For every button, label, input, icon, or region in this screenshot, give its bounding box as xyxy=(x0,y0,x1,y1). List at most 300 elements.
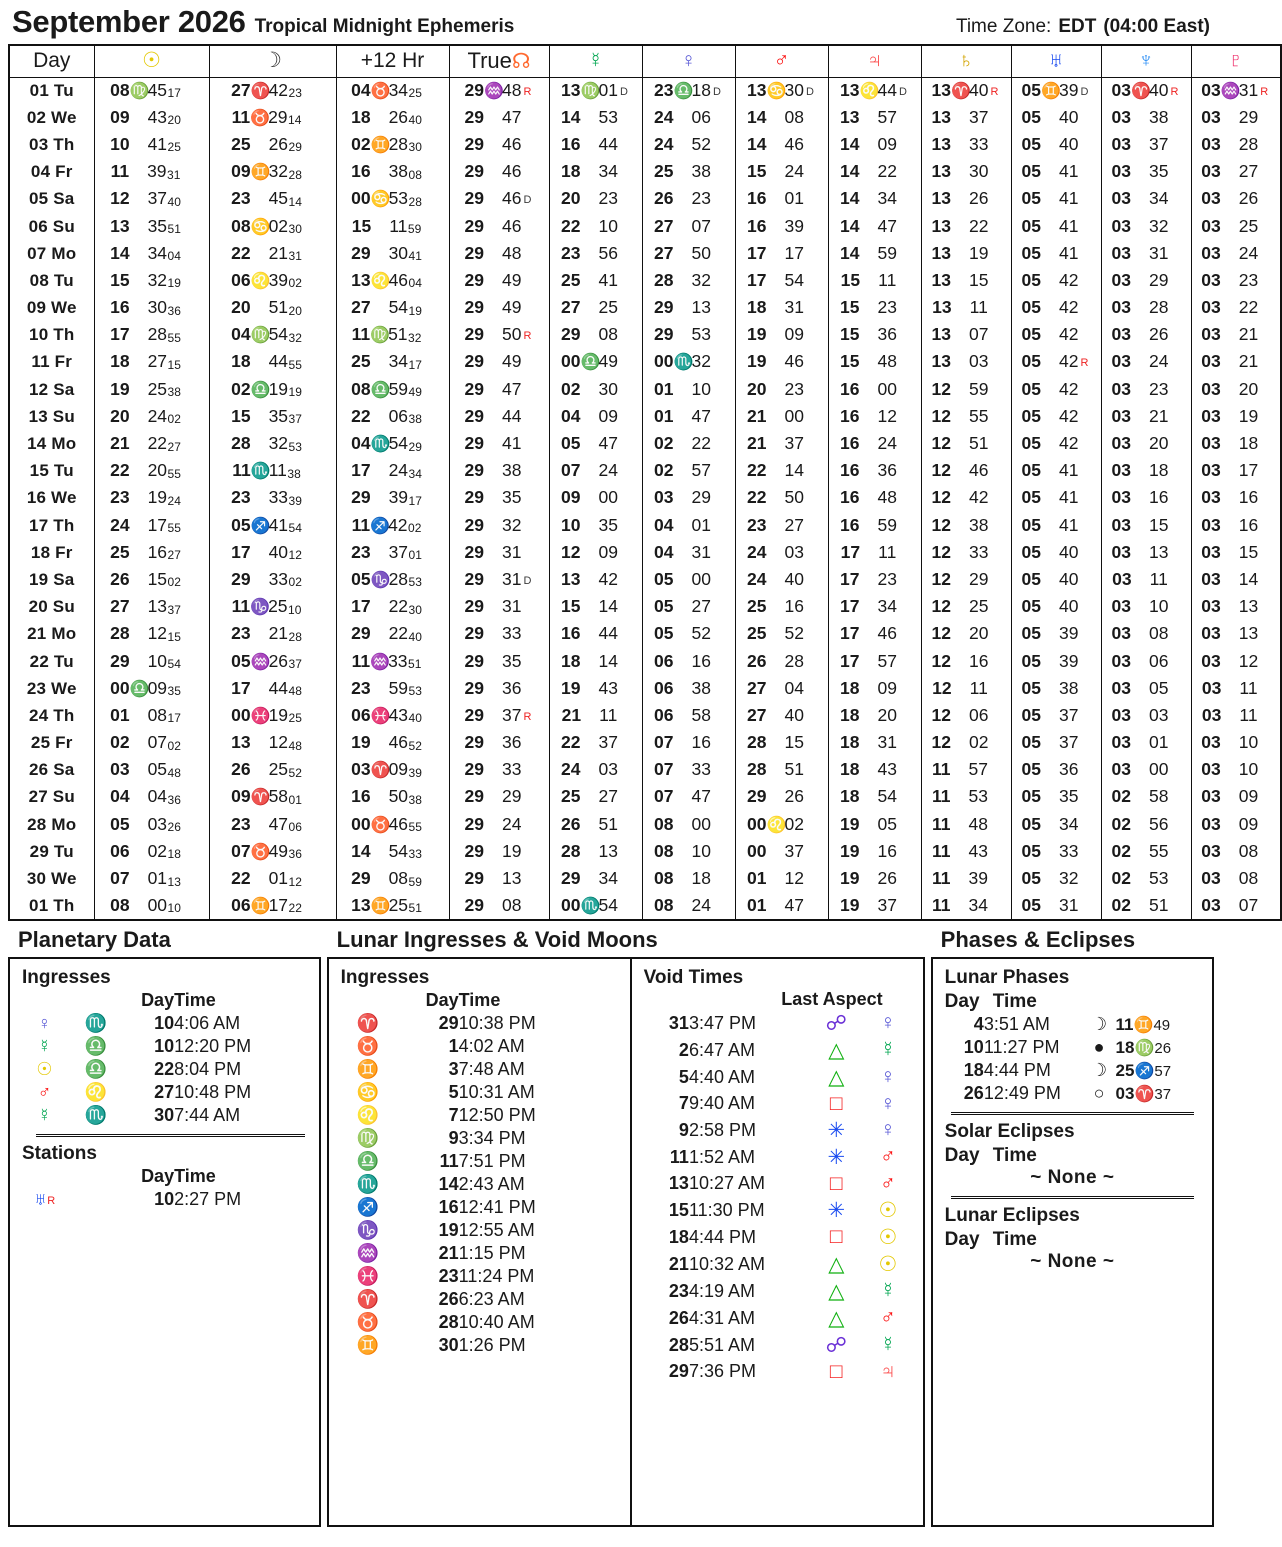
lunar-ingress-day: 9 xyxy=(448,1127,459,1148)
position-cell: 13 12 48 xyxy=(209,730,336,757)
position-cell: 03 08 xyxy=(1191,838,1281,865)
position-cell: 18 43 xyxy=(828,757,921,784)
position-cell: 28 32 53 xyxy=(209,430,336,457)
position-cell: 20 51 20 xyxy=(209,295,336,322)
lunar-ingresses-rows xyxy=(339,1012,620,1357)
position-cell: 08 ♍ 45 17 xyxy=(94,77,209,104)
day-cell: 20 Su xyxy=(9,594,94,621)
day-cell: 01 Th xyxy=(9,893,94,920)
void-day: 15 xyxy=(668,1199,689,1220)
position-cell: 11 48 xyxy=(921,811,1011,838)
column-header-moon-12hr: +12 Hr xyxy=(336,45,449,77)
position-cell: 27 04 xyxy=(735,675,828,702)
day-cell: 24 Th xyxy=(9,702,94,729)
col-day-header: Day xyxy=(141,989,175,1010)
position-cell: 25 27 xyxy=(549,784,642,811)
position-cell: 05 41 xyxy=(1011,159,1101,186)
position-cell: 13 15 xyxy=(921,267,1011,294)
position-cell: 09 43 20 xyxy=(94,104,209,131)
position-cell: 03 ♈ 40 R xyxy=(1101,77,1191,104)
lunar-ingress-day: 11 xyxy=(439,1150,459,1171)
table-row xyxy=(9,104,1281,131)
position-cell: 29 46 D xyxy=(449,186,549,213)
planet-ingress-row xyxy=(20,1035,309,1058)
position-cell: 06 38 xyxy=(642,675,735,702)
position-cell: 18 54 xyxy=(828,784,921,811)
table-row xyxy=(9,458,1281,485)
position-cell: 11 39 31 xyxy=(94,159,209,186)
position-cell: 03 03 xyxy=(1101,702,1191,729)
day-cell: 15 Tu xyxy=(9,458,94,485)
position-cell: 08 24 xyxy=(642,893,735,920)
position-cell: 03 08 xyxy=(1101,621,1191,648)
lunar-ingress-row xyxy=(339,1265,620,1288)
lunar-ingress-row xyxy=(339,1035,620,1058)
position-cell: 03 10 xyxy=(1191,730,1281,757)
position-cell: 29 47 xyxy=(449,376,549,403)
position-cell: 13 57 xyxy=(828,104,921,131)
position-cell: 07 47 xyxy=(642,784,735,811)
col-time-header: Time xyxy=(174,1165,216,1186)
position-cell: 11 ♏ 11 38 xyxy=(209,458,336,485)
position-cell: 29 32 xyxy=(449,512,549,539)
lunar-ingress-row xyxy=(339,1012,620,1035)
position-cell: 05 37 xyxy=(1011,730,1101,757)
position-cell: 11 39 xyxy=(921,865,1011,892)
position-cell: 29 33 02 xyxy=(209,566,336,593)
opposition-aspect-icon: ☍ xyxy=(825,1333,847,1357)
table-row xyxy=(9,485,1281,512)
position-cell: 17 24 34 xyxy=(336,458,449,485)
position-cell: 27 ♈ 42 23 xyxy=(209,77,336,104)
lunar-phases-rows xyxy=(943,1013,1202,1105)
position-cell: 16 12 xyxy=(828,403,921,430)
position-cell: 14 09 xyxy=(828,131,921,158)
position-cell: 02 55 xyxy=(1101,838,1191,865)
ingress-day: 22 xyxy=(154,1058,175,1079)
position-cell: 18 44 55 xyxy=(209,349,336,376)
sco-sign-icon: ♏ xyxy=(84,1012,108,1033)
table-row xyxy=(9,77,1281,104)
position-cell: 05 ♐ 41 54 xyxy=(209,512,336,539)
table-row xyxy=(9,757,1281,784)
position-cell: 17 11 xyxy=(828,539,921,566)
day-cell: 28 Mo xyxy=(9,811,94,838)
position-cell: 16 36 xyxy=(828,458,921,485)
position-cell: 14 34 04 xyxy=(94,240,209,267)
solar-eclipses-none: ~ None ~ xyxy=(1030,1166,1115,1188)
saturn-icon: ♄ xyxy=(958,49,974,73)
position-cell: 03 32 xyxy=(1101,213,1191,240)
void-time-row xyxy=(642,1224,913,1251)
phase-day: 4 xyxy=(973,1013,984,1034)
mars-icon: ♂ xyxy=(880,1171,896,1195)
position-cell: 05 41 xyxy=(1011,458,1101,485)
phase-position: 11♊49 xyxy=(1115,1014,1171,1034)
position-cell: 03 20 xyxy=(1101,430,1191,457)
position-cell: 29 46 xyxy=(449,213,549,240)
position-cell: 13 22 xyxy=(921,213,1011,240)
day-cell: 18 Fr xyxy=(9,539,94,566)
position-cell: 13 35 51 xyxy=(94,213,209,240)
position-cell: 16 38 08 xyxy=(336,159,449,186)
col-time-header: Time xyxy=(174,989,216,1010)
lunar-phase-row xyxy=(943,1036,1202,1059)
phases-panel xyxy=(931,927,1214,1527)
lunar-ingress-day: 28 xyxy=(438,1311,459,1332)
position-cell: 03 06 xyxy=(1101,648,1191,675)
table-row xyxy=(9,566,1281,593)
new-moon-icon: ● xyxy=(1093,1036,1105,1057)
position-cell: 18 26 40 xyxy=(336,104,449,131)
position-cell: 17 44 48 xyxy=(209,675,336,702)
position-cell: 29 33 xyxy=(449,757,549,784)
void-time-row xyxy=(642,1117,913,1144)
col-day-header: Day xyxy=(944,1228,980,1250)
position-cell: 29 36 xyxy=(449,730,549,757)
position-cell: 23 33 39 xyxy=(209,485,336,512)
pis-sign-icon: ♓ xyxy=(356,1265,380,1286)
position-cell: 18 31 xyxy=(735,295,828,322)
position-cell: 22 37 xyxy=(549,730,642,757)
position-cell: 21 37 xyxy=(735,430,828,457)
position-cell: 14 59 xyxy=(828,240,921,267)
lunar-ingress-time: 12:50 PM xyxy=(458,1104,536,1125)
position-cell: 05 40 xyxy=(1011,104,1101,131)
position-cell: 05 31 xyxy=(1011,893,1101,920)
position-cell: 06 ♌ 39 02 xyxy=(209,267,336,294)
lunar-ingress-row xyxy=(339,1081,620,1104)
position-cell: 10 35 xyxy=(549,512,642,539)
ingress-day: 10 xyxy=(154,1035,175,1056)
position-cell: 18 20 xyxy=(828,702,921,729)
position-cell: 05 ♑ 28 53 xyxy=(336,566,449,593)
mercury-icon: ☿ xyxy=(37,1035,52,1056)
void-time-row xyxy=(642,1010,913,1037)
position-cell: 06 ♓ 43 40 xyxy=(336,702,449,729)
void-day: 21 xyxy=(668,1253,689,1274)
lunar-ingress-time: 10:31 AM xyxy=(458,1081,535,1102)
position-cell: 03 00 xyxy=(1101,757,1191,784)
mars-icon: ♂ xyxy=(773,49,790,73)
day-cell: 16 We xyxy=(9,485,94,512)
mercury-icon: ☿ xyxy=(880,1038,896,1062)
table-row xyxy=(9,213,1281,240)
day-cell: 09 We xyxy=(9,295,94,322)
position-cell: 05 42 xyxy=(1011,322,1101,349)
phases-panel-box xyxy=(931,957,1214,1527)
position-cell: 27 50 xyxy=(642,240,735,267)
table-row xyxy=(9,539,1281,566)
page-subtitle: Tropical Midnight Ephemeris xyxy=(254,16,515,37)
position-cell: 27 40 xyxy=(735,702,828,729)
position-cell: 23 47 06 xyxy=(209,811,336,838)
lunar-phase-row xyxy=(943,1059,1202,1082)
position-cell: 15 23 xyxy=(828,295,921,322)
day-cell: 11 Fr xyxy=(9,349,94,376)
lunar-ingress-day: 16 xyxy=(438,1196,459,1217)
position-cell: 23 27 xyxy=(735,512,828,539)
position-cell: 05 41 xyxy=(1011,485,1101,512)
table-row xyxy=(9,322,1281,349)
day-cell: 22 Tu xyxy=(9,648,94,675)
ingress-day: 10 xyxy=(154,1012,175,1033)
planet-ingresses-rows xyxy=(20,1012,309,1127)
position-cell: 13 ♌ 46 04 xyxy=(336,267,449,294)
lunar-phase-row xyxy=(943,1013,1202,1036)
lunar-ingress-time: 4:02 AM xyxy=(458,1035,525,1056)
position-cell: 06 02 18 xyxy=(94,838,209,865)
position-cell: 12 25 xyxy=(921,594,1011,621)
position-cell: 20 24 02 xyxy=(94,403,209,430)
lunar-ingress-day: 7 xyxy=(448,1104,459,1125)
position-cell: 03 35 xyxy=(1101,159,1191,186)
position-cell: 25 41 xyxy=(549,267,642,294)
position-cell: 25 52 xyxy=(735,621,828,648)
lunar-ingresses-column xyxy=(329,959,632,1525)
void-day: 31 xyxy=(668,1012,689,1033)
lunar-ingress-time: 11:24 PM xyxy=(458,1265,535,1286)
day-cell: 04 Fr xyxy=(9,159,94,186)
position-cell: 12 33 xyxy=(921,539,1011,566)
void-time: 1:52 AM xyxy=(688,1146,755,1167)
position-cell: 16 01 xyxy=(735,186,828,213)
column-header-jupiter xyxy=(828,45,921,77)
position-cell: 03 24 xyxy=(1191,240,1281,267)
position-cell: 29 31 xyxy=(449,594,549,621)
position-cell: 03 29 xyxy=(1101,267,1191,294)
position-cell: 26 15 02 xyxy=(94,566,209,593)
position-cell: 20 23 xyxy=(549,186,642,213)
position-cell: 22 14 xyxy=(735,458,828,485)
void-time-row xyxy=(642,1064,913,1091)
position-cell: 14 53 xyxy=(549,104,642,131)
sun-icon: ☉ xyxy=(878,1225,898,1249)
position-cell: 03 18 xyxy=(1191,430,1281,457)
void-day: 23 xyxy=(668,1280,689,1301)
day-cell: 27 Su xyxy=(9,784,94,811)
table-row xyxy=(9,865,1281,892)
position-cell: 03 16 xyxy=(1191,512,1281,539)
position-cell: 05 35 xyxy=(1011,784,1101,811)
position-cell: 29 24 xyxy=(449,811,549,838)
position-cell: 00 ♋ 53 28 xyxy=(336,186,449,213)
position-cell: 00 ♎ 49 xyxy=(549,349,642,376)
day-cell: 17 Th xyxy=(9,512,94,539)
position-cell: 29 39 17 xyxy=(336,485,449,512)
lunar-phases-heading: Lunar Phases xyxy=(944,966,1070,988)
position-cell: 05 42 xyxy=(1011,295,1101,322)
void-time-row xyxy=(642,1359,913,1385)
position-cell: 02 07 02 xyxy=(94,730,209,757)
position-cell: 29 38 xyxy=(449,458,549,485)
day-cell: 25 Fr xyxy=(9,730,94,757)
neptune-icon: ♆ xyxy=(1138,49,1154,73)
aqu-sign-icon: ♒ xyxy=(356,1242,380,1263)
position-cell: 03 31 xyxy=(1101,240,1191,267)
col-day-header: Day xyxy=(944,990,980,1012)
position-cell: 03 13 xyxy=(1191,621,1281,648)
position-cell: 17 17 xyxy=(735,240,828,267)
ingress-time: 10:48 PM xyxy=(174,1081,252,1102)
position-cell: 03 26 xyxy=(1191,186,1281,213)
void-time: 7:36 PM xyxy=(688,1361,756,1382)
void-time: 6:47 AM xyxy=(688,1039,755,1060)
position-cell: 12 51 xyxy=(921,430,1011,457)
position-cell: 05 42 xyxy=(1011,376,1101,403)
position-cell: 14 22 xyxy=(828,159,921,186)
position-cell: 28 32 xyxy=(642,267,735,294)
table-row xyxy=(9,730,1281,757)
void-day: 18 xyxy=(668,1226,689,1247)
position-cell: 13 ♍ 01 D xyxy=(549,77,642,104)
position-cell: 12 37 40 xyxy=(94,186,209,213)
position-cell: 00 ♏ 32 xyxy=(642,349,735,376)
position-cell: 12 11 xyxy=(921,675,1011,702)
position-cell: 01 12 xyxy=(735,865,828,892)
day-cell: 13 Su xyxy=(9,403,94,430)
position-cell: 29 46 xyxy=(449,159,549,186)
lunar-ingress-row xyxy=(339,1127,620,1150)
position-cell: 03 11 xyxy=(1191,675,1281,702)
position-cell: 21 22 27 xyxy=(94,430,209,457)
table-row xyxy=(9,784,1281,811)
sun-icon: ☉ xyxy=(36,1058,53,1079)
position-cell: 12 16 xyxy=(921,648,1011,675)
gem-sign-icon: ♊ xyxy=(356,1334,380,1355)
jupiter-icon: ♃ xyxy=(866,49,883,73)
void-times-rows xyxy=(642,1010,913,1385)
col-time-header: Time xyxy=(992,1144,1037,1166)
divider xyxy=(36,1134,305,1137)
position-cell: 12 09 xyxy=(549,539,642,566)
position-cell: 19 37 xyxy=(828,893,921,920)
position-cell: 03 23 xyxy=(1191,267,1281,294)
station-row xyxy=(20,1188,309,1211)
position-cell: 29 35 xyxy=(449,485,549,512)
lunar-ingress-row xyxy=(339,1058,620,1081)
position-cell: 29 19 xyxy=(449,838,549,865)
planetary-data-title: Planetary Data xyxy=(18,926,171,952)
position-cell: 05 40 xyxy=(1011,539,1101,566)
venus-icon: ♀ xyxy=(880,1011,896,1035)
void-time: 4:40 AM xyxy=(688,1066,755,1087)
position-cell: 03 23 xyxy=(1101,376,1191,403)
lib-sign-icon: ♎ xyxy=(84,1058,108,1079)
position-cell: 13 37 xyxy=(921,104,1011,131)
position-cell: 26 28 xyxy=(735,648,828,675)
column-header-mars xyxy=(735,45,828,77)
ingress-time: 7:44 AM xyxy=(174,1104,241,1125)
position-cell: 17 22 30 xyxy=(336,594,449,621)
position-cell: 12 42 xyxy=(921,485,1011,512)
position-cell: 05 34 xyxy=(1011,811,1101,838)
position-cell: 05 41 xyxy=(1011,186,1101,213)
position-cell: 25 38 xyxy=(642,159,735,186)
position-cell: 29 ♒ 48 R xyxy=(449,77,549,104)
position-cell: 01 08 17 xyxy=(94,702,209,729)
table-row xyxy=(9,186,1281,213)
column-header-saturn xyxy=(921,45,1011,77)
day-cell: 03 Th xyxy=(9,131,94,158)
phase-time: 12:49 PM xyxy=(983,1082,1061,1103)
void-time: 9:40 AM xyxy=(688,1093,755,1114)
position-cell: 13 42 xyxy=(549,566,642,593)
column-header-true-node: True☊ xyxy=(449,45,549,77)
position-cell: 09 ♊ 32 28 xyxy=(209,159,336,186)
day-cell: 26 Sa xyxy=(9,757,94,784)
void-times-heading: Void Times xyxy=(643,966,744,988)
mercury-icon: ☿ xyxy=(587,49,604,73)
sun-icon: ☉ xyxy=(878,1252,898,1276)
position-cell: 29 08 59 xyxy=(336,865,449,892)
table-row xyxy=(9,376,1281,403)
position-cell: 29 47 xyxy=(449,104,549,131)
position-cell: 13 19 xyxy=(921,240,1011,267)
void-time: 4:44 PM xyxy=(688,1226,756,1247)
position-cell: 17 28 55 xyxy=(94,322,209,349)
position-cell: 26 23 xyxy=(642,186,735,213)
vir-sign-icon: ♍ xyxy=(356,1127,380,1148)
position-cell: 28 12 15 xyxy=(94,621,209,648)
lunar-ingress-day: 21 xyxy=(438,1242,459,1263)
divider xyxy=(951,1196,1194,1199)
phases-panel-title: Phases & Eclipses xyxy=(940,926,1136,952)
ingress-day: 27 xyxy=(154,1081,175,1102)
day-cell: 30 We xyxy=(9,865,94,892)
position-cell: 11 ♑ 25 10 xyxy=(209,594,336,621)
position-cell: 00 ♓ 19 25 xyxy=(209,702,336,729)
phase-day: 18 xyxy=(963,1059,984,1080)
position-cell: 04 ♉ 34 25 xyxy=(336,77,449,104)
leo-sign-icon: ♌ xyxy=(84,1081,108,1102)
position-cell: 03 10 xyxy=(1191,757,1281,784)
position-cell: 03 34 xyxy=(1101,186,1191,213)
position-cell: 25 16 27 xyxy=(94,539,209,566)
lunar-ingress-time: 2:43 AM xyxy=(458,1173,525,1194)
position-cell: 22 21 31 xyxy=(209,240,336,267)
void-times-table xyxy=(642,1010,913,1385)
position-cell: 29 31 xyxy=(449,539,549,566)
position-cell: 29 29 xyxy=(449,784,549,811)
col-day-header: Day xyxy=(141,1165,175,1186)
position-cell: 13 03 xyxy=(921,349,1011,376)
position-cell: 03 25 xyxy=(1191,213,1281,240)
void-day: 11 xyxy=(669,1146,689,1167)
void-times-column xyxy=(632,959,923,1525)
ephemeris-table xyxy=(8,44,1282,921)
ingress-time: 8:04 PM xyxy=(174,1058,242,1079)
lunar-ingress-day: 3 xyxy=(448,1058,459,1079)
position-cell: 25 16 xyxy=(735,594,828,621)
position-cell: 07 16 xyxy=(642,730,735,757)
position-cell: 25 34 17 xyxy=(336,349,449,376)
position-cell: 05 42 R xyxy=(1011,349,1101,376)
mercury-icon: ☿ xyxy=(880,1333,896,1357)
position-cell: 16 50 38 xyxy=(336,784,449,811)
table-row xyxy=(9,621,1281,648)
solar-eclipses-daytime-header xyxy=(945,1145,1202,1167)
sag-sign-icon: ♐ xyxy=(356,1196,380,1217)
mars-icon: ♂ xyxy=(880,1306,896,1330)
uranus-icon: ♅R xyxy=(33,1188,56,1209)
position-cell: 05 33 xyxy=(1011,838,1101,865)
trine-aspect-icon: △ xyxy=(828,1306,845,1330)
position-cell: 01 47 xyxy=(642,403,735,430)
planet-ingress-row xyxy=(20,1058,309,1081)
position-cell: 18 09 xyxy=(828,675,921,702)
position-cell: 13 ♋ 30 D xyxy=(735,77,828,104)
